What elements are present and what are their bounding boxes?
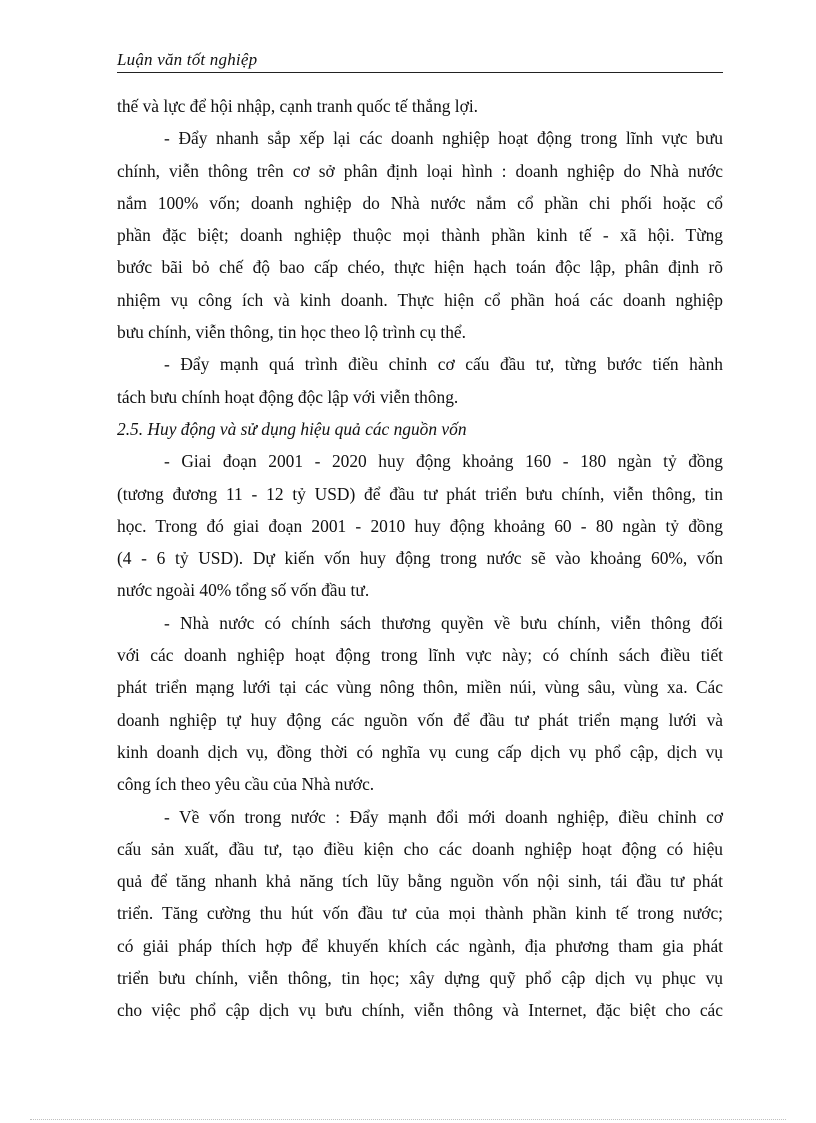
text-line: - Đẩy nhanh sắp xếp lại các doanh nghiệp hoạt động trong lĩnh vực bưu: [164, 128, 723, 149]
text-line: thế và lực để hội nhập, cạnh tranh quốc tế thắng lợi.: [117, 96, 479, 116]
text-line: tách bưu chính hoạt động độc lập với viễn thông.: [117, 386, 459, 407]
text-line: kinh doanh dịch vụ, đồng thời có nghĩa vụ cung cấp dịch vụ phổ cập, dịch vụ: [117, 741, 723, 762]
text-line: bưu chính, viễn thông, tin học theo lộ trình cụ thể.: [117, 322, 466, 343]
section-heading: 2.5. Huy động và sử dụng hiệu quả các nguồn vốn: [117, 418, 467, 439]
page-header: [117, 48, 723, 73]
text-line: quả để tăng nhanh khả năng tích lũy bằng nguồn vốn nội sinh, tái đầu tư phát: [117, 871, 723, 892]
text-line: (tương đương 11 - 12 tỷ USD) để đầu tư phát triển bưu chính, viễn thông, tin: [117, 483, 723, 504]
text-line: phát triển mạng lưới tại các vùng nông thôn, miền núi, vùng sâu, vùng xa. Các: [117, 677, 723, 698]
text-line: doanh nghiệp tự huy động các nguồn vốn để đầu tư phát triển mạng lưới và: [117, 709, 723, 730]
text-line: chính, viễn thông trên cơ sở phân định loại hình : doanh nghiệp do Nhà nước: [117, 160, 723, 181]
text-line: bước bãi bỏ chế độ bao cấp chéo, thực hiện hạch toán độc lập, phân định rõ: [117, 257, 723, 278]
text-line: cấu sản xuất, đầu tư, tạo điều kiện cho các doanh nghiệp hoạt động có hiệu: [117, 838, 723, 859]
text-line: có giải pháp thích hợp để khuyến khích các ngành, địa phương tham gia phát: [117, 935, 723, 956]
text-line: công ích theo yêu cầu của Nhà nước.: [117, 774, 375, 795]
text-line: nước ngoài 40% tổng số vốn đầu tư.: [117, 580, 370, 601]
text-line: - Giai đoạn 2001 - 2020 huy động khoảng 160 - 180 ngàn tỷ đồng: [164, 451, 723, 472]
text-line: (4 - 6 tỷ USD). Dự kiến vốn huy động trong nước sẽ vào khoảng 60%, vốn: [117, 548, 723, 569]
text-line: cho việc phổ cập dịch vụ bưu chính, viễn thông và Internet, đặc biệt cho các: [117, 1000, 723, 1021]
text-line: học. Trong đó giai đoạn 2001 - 2010 huy động khoảng 60 - 80 ngàn tỷ đồng: [117, 515, 723, 536]
text-line: triển bưu chính, viễn thông, tin học; xây dựng quỹ phổ cập dịch vụ phục vụ: [117, 968, 723, 989]
text-line: - Đẩy mạnh quá trình điều chỉnh cơ cấu đầu tư, từng bước tiến hành: [164, 354, 723, 375]
text-line: nhiệm vụ công ích và kinh doanh. Thực hiện cổ phần hoá các doanh nghiệp: [117, 289, 723, 310]
text-line: triển. Tăng cường thu hút vốn đầu tư của mọi thành phần kinh tế trong nước;: [117, 903, 723, 924]
page-bottom-divider: [30, 1119, 786, 1120]
text-line: với các doanh nghiệp hoạt động trong lĩnh vực này; có chính sách điều tiết: [117, 645, 723, 666]
header-title: Luận văn tốt nghiệp: [117, 50, 258, 69]
text-line: nắm 100% vốn; doanh nghiệp do Nhà nước nắm cổ phần chi phối hoặc cổ: [117, 192, 723, 213]
text-line: phần đặc biệt; doanh nghiệp thuộc mọi thành phần kinh tế - xã hội. Từng: [117, 225, 723, 246]
text-line: - Về vốn trong nước : Đẩy mạnh đổi mới doanh nghiệp, điều chỉnh cơ: [164, 806, 723, 827]
document-body: [117, 90, 723, 1027]
text-line: - Nhà nước có chính sách thương quyền về bưu chính, viễn thông đối: [164, 612, 723, 633]
